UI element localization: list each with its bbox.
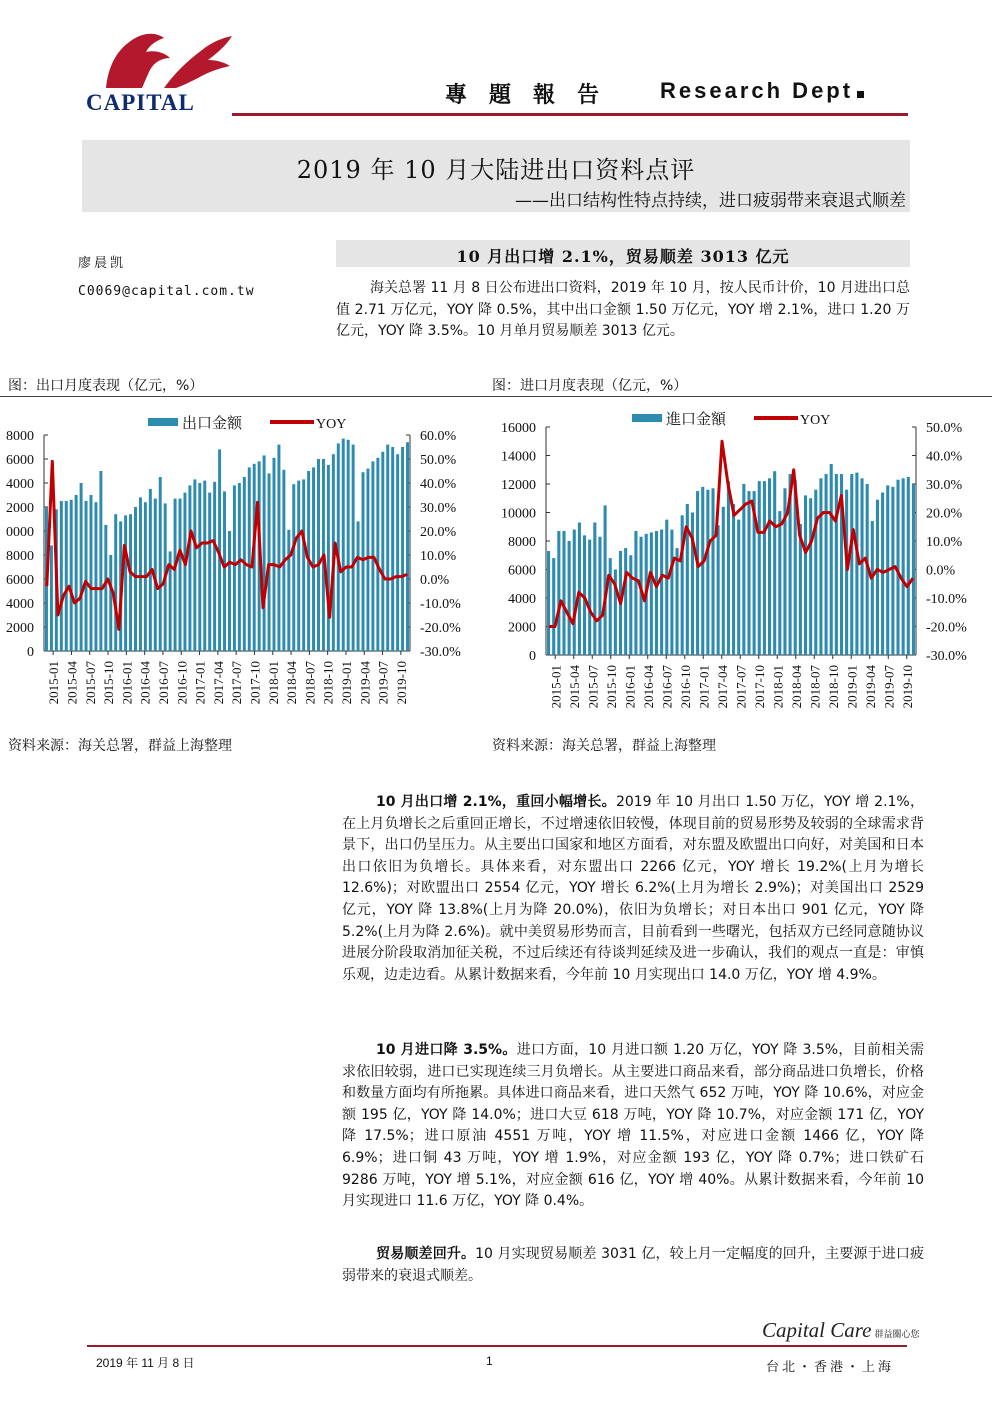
x-tick-label: 2016-04 (640, 665, 656, 709)
import-chart-source: 资料来源：海关总署，群益上海整理 (492, 738, 716, 754)
bar-mark (183, 493, 186, 651)
footer-date: 2019 年 11 月 8 日 (96, 1356, 195, 1370)
y-left-tick-label: 0000 (6, 525, 34, 540)
bar-mark (352, 445, 355, 651)
x-tick-label: 2017-04 (714, 665, 730, 709)
footer-brand-cn: 群益關心您 (874, 1330, 920, 1340)
bar-mark (830, 464, 833, 655)
bar-mark (90, 495, 93, 651)
y-left-tick-label: 2000 (508, 620, 536, 636)
bar-mark (861, 478, 864, 655)
bar-mark (396, 454, 399, 651)
y-left-tick-label: 4000 (508, 592, 536, 607)
x-tick-label: 2019-01 (338, 661, 354, 705)
bar-mark (347, 440, 350, 651)
bar-mark (263, 455, 266, 651)
bar-mark (732, 504, 735, 655)
x-tick-label: 2018-10 (320, 661, 336, 705)
y-right-tick-label: 20.0% (926, 506, 963, 522)
y-left-tick-label: 6000 (6, 573, 34, 588)
bar-mark (357, 521, 360, 651)
bar-mark (902, 478, 905, 655)
bar-mark (598, 537, 601, 655)
x-tick-label: 2015-10 (101, 661, 117, 705)
import-chart-caption: 图：进口月度表现（亿元，%） (492, 378, 688, 394)
research-dept-text: Research Dept (660, 78, 854, 103)
bar-mark (273, 458, 276, 651)
bar-mark (819, 478, 822, 655)
bar-mark (99, 471, 102, 651)
bar-mark (124, 515, 127, 651)
eagle-logo-icon (84, 30, 244, 92)
x-tick-label: 2016-01 (622, 665, 638, 709)
bar-mark (327, 465, 330, 651)
bar-mark (188, 485, 191, 651)
bar-mark (381, 452, 384, 651)
author-name: 廖晨凯 (78, 256, 127, 271)
import-paragraph-text: 进口方面，10 月进口额 1.20 万亿，YOY 降 3.5%，目前相关需求依旧较弱，进口已实现连续三月负增长。从主要进口商品来看，部分商品进口负增长，价格和数量方面均有所拖累。具体进口商品来看，进口天然气 652 万吨，YOY 降 10.6%，对应金额 195 亿，YOY 降 14.0%；进口大豆 618 万吨，YOY 降 10.7%，对应金额 171 亿，YOY 降 17.5%；进口原油 4551 万吨，YOY 增 11.5%，对应进口金额 1466 亿，YOY 降 6.9%；进口铜 43 万吨，YOY 增 1.9%，对应金额 193 亿，YOY 降 0.7%；进口铁矿石 9286 万吨，YOY 增 5.1%，对应金额 616 亿，YOY 增 40%。从累计数据来看，今年前 10 月实现进口 11.6 万亿，YOY 降 0.4%。 (342, 1042, 924, 1210)
bar-mark (655, 531, 658, 655)
x-tick-label: 2015-10 (603, 665, 619, 709)
bar-mark (891, 487, 894, 655)
x-tick-label: 2019-10 (899, 665, 915, 709)
y-left-tick-label: 12000 (501, 478, 536, 493)
y-right-tick-label: 60.0% (420, 429, 457, 444)
report-title: 2019 年 10 月大陆进出口资料点评 (296, 156, 696, 184)
chart-divider (0, 396, 992, 397)
y-left-tick-label: 2000 (6, 621, 34, 636)
bar-mark (277, 445, 280, 651)
surplus-paragraph (342, 1244, 924, 1287)
bar-mark (871, 521, 874, 655)
square-bullet-icon (857, 91, 864, 98)
bar-mark (312, 467, 315, 651)
bar-mark (747, 491, 750, 655)
legend-bar-label: 進口金額 (666, 412, 727, 428)
x-tick-label: 2018-07 (302, 661, 318, 705)
bar-mark (223, 491, 226, 651)
bar-mark (562, 531, 565, 655)
x-tick-label: 2018-10 (825, 665, 841, 709)
bar-mark (624, 548, 627, 655)
y-left-tick-label: 2000 (6, 501, 34, 516)
x-tick-label: 2019-04 (357, 661, 373, 705)
x-tick-label: 2017-04 (210, 661, 226, 705)
bar-mark (213, 482, 216, 651)
x-tick-label: 2016-10 (174, 661, 190, 705)
x-tick-label: 2018-01 (770, 665, 786, 709)
bar-mark (268, 473, 271, 651)
bar-mark (604, 505, 607, 655)
footer-rule (87, 1345, 907, 1347)
bar-mark (825, 474, 828, 655)
bar-mark (80, 483, 83, 651)
surplus-paragraph-lead: 贸易顺差回升。 (376, 1246, 476, 1262)
bar-mark (179, 499, 182, 651)
bar-mark (696, 491, 699, 655)
import-paragraph-lead: 10 月进口降 3.5%。 (376, 1042, 517, 1058)
x-tick-label: 2015-04 (566, 665, 582, 709)
bar-mark (547, 551, 550, 655)
bar-mark (406, 442, 409, 651)
x-tick-label: 2015-07 (585, 665, 601, 709)
bar-mark (342, 439, 345, 651)
x-tick-label: 2016-01 (119, 661, 135, 705)
y-left-tick-label: 16000 (501, 421, 536, 436)
y-right-tick-label: 50.0% (926, 421, 963, 436)
legend-bar-label: 出口金额 (182, 416, 243, 432)
header-rule (232, 113, 908, 116)
bar-mark (573, 530, 576, 655)
y-right-tick-label: 40.0% (420, 477, 457, 492)
bar-mark (233, 485, 236, 651)
bar-mark (676, 548, 679, 655)
export-paragraph-lead: 10 月出口增 2.1%，重回小幅增长。 (376, 794, 616, 810)
footer-cities: 台北・香港・上海 (766, 1360, 895, 1375)
bar-mark (778, 511, 781, 655)
x-tick-label: 2015-01 (548, 665, 564, 709)
y-left-tick-label: 6000 (6, 453, 34, 468)
bar-mark (609, 558, 612, 655)
bar-mark (727, 481, 730, 655)
y-left-tick-label: 4000 (6, 597, 34, 612)
legend-bar-swatch (632, 414, 662, 422)
headline-block (336, 240, 910, 267)
y-left-tick-label: 0 (529, 649, 536, 664)
bar-mark (60, 501, 63, 651)
bar-mark (876, 500, 879, 655)
bar-mark (835, 474, 838, 655)
bar-mark (109, 555, 112, 651)
bar-mark (391, 447, 394, 651)
bar-mark (401, 447, 404, 651)
bar-mark (287, 530, 290, 651)
bar-mark (593, 522, 596, 655)
bar-mark (650, 532, 653, 655)
logo-wordmark: CAPITAL (86, 90, 195, 115)
bar-mark (629, 555, 632, 655)
export-chart-caption: 图：出口月度表现（亿元，%） (8, 378, 204, 394)
y-right-tick-label: 10.0% (926, 535, 963, 550)
surplus-paragraph-text: 10 月实现贸易顺差 3031 亿，较上月一定幅度的回升，主要源于进口疲弱带来的衰退式顺差。 (342, 1246, 924, 1284)
bar-mark (912, 484, 915, 655)
y-right-tick-label: 0.0% (420, 573, 450, 588)
bar-mark (292, 484, 295, 651)
bar-mark (717, 525, 720, 655)
bar-mark (634, 531, 637, 655)
x-tick-label: 2019-07 (881, 665, 897, 709)
bar-mark (317, 459, 320, 651)
bar-mark (557, 531, 560, 655)
bar-mark (248, 467, 251, 651)
y-right-tick-label: -20.0% (926, 620, 967, 636)
import-chart (486, 400, 986, 730)
capital-logo (84, 30, 244, 120)
bar-mark (701, 487, 704, 655)
bar-mark (814, 490, 817, 655)
report-type-title: 專題報告 (445, 83, 622, 108)
footer-brand-text: Capital Care (762, 1318, 872, 1342)
author-email[interactable]: C0069@capital.com.tw (78, 284, 255, 299)
y-left-tick-label: 8000 (6, 549, 34, 564)
bar-mark (302, 479, 305, 651)
bar-mark (104, 525, 107, 651)
x-tick-label: 2015-04 (64, 661, 80, 705)
bar-mark (711, 488, 714, 655)
headline: 10 月出口增 2.1%，贸易顺差 3013 亿元 (456, 247, 790, 266)
bar-mark (665, 520, 668, 655)
bar-mark (238, 483, 241, 651)
bar-mark (85, 501, 88, 651)
import-paragraph (342, 1040, 924, 1213)
bar-mark (94, 502, 97, 651)
y-right-tick-label: 20.0% (420, 525, 457, 540)
x-tick-label: 2019-01 (844, 665, 860, 709)
x-tick-label: 2019-04 (862, 665, 878, 709)
y-right-tick-label: -10.0% (420, 597, 461, 612)
summary-paragraph (336, 278, 910, 343)
research-dept-label (660, 78, 864, 104)
bar-mark (588, 540, 591, 655)
x-tick-label: 2016-10 (677, 665, 693, 709)
bar-mark (845, 490, 848, 655)
export-paragraph-text: 2019 年 10 月出口 1.50 万亿，YOY 增 2.1%，在上月负增长之后重回正增长，不过增速依旧较慢，体现目前的贸易形势及较弱的全球需求背景下，出口仍呈压力。从主要出口国家和地区方面看，对东盟及欧盟出口向好，对美国和日本出口依旧为负增长。具体来看，对东盟出口 2266 亿元，YOY 增长 19.2%(上月为增长 12.6%)；对欧盟出口 2554 亿元，YOY 增长 6.2%(上月为增长 2.9%)；对美国出口 2529 亿元，YOY 降 13.8%(上月为降 20.0%)，依旧为负增长；对日本出口 901 亿元，YOY 降 5.2%(上月为降 2.6%)。就中美贸易形势而言，目前看到一些曙光，包括双方已经同意随协议进展分阶段取消加征关税，不过后续还有待谈判延续及进一步确认，我们的观点一直是：审慎乐观，边走边看。从累计数据来看，今年前 10 月实现出口 14.0 万亿，YOY 增 4.9%。 (342, 794, 924, 983)
footer-brand (762, 1318, 920, 1343)
y-right-tick-label: 30.0% (420, 501, 457, 516)
bar-mark (208, 493, 211, 651)
bar-mark (139, 497, 142, 651)
bar-mark (65, 501, 68, 651)
y-left-tick-label: 8000 (6, 429, 34, 444)
x-tick-label: 2017-01 (192, 661, 208, 705)
x-tick-label: 2015-07 (82, 661, 98, 705)
y-left-tick-label: 6000 (508, 563, 536, 579)
bar-mark (134, 507, 137, 651)
x-tick-label: 2017-10 (247, 661, 263, 705)
y-left-tick-label: 8000 (508, 535, 536, 550)
y-right-tick-label: 0.0% (926, 563, 956, 579)
bar-mark (773, 471, 776, 655)
x-tick-label: 2017-10 (751, 665, 767, 709)
bar-mark (670, 530, 673, 655)
bar-mark (203, 481, 206, 651)
export-chart-source: 资料来源：海关总署，群益上海整理 (8, 738, 232, 754)
y-left-tick-label: 0 (27, 645, 34, 660)
bar-mark (75, 495, 78, 651)
bar-mark (70, 500, 73, 651)
bar-mark (758, 481, 761, 655)
x-tick-label: 2018-07 (807, 665, 823, 709)
y-right-tick-label: -20.0% (420, 621, 461, 636)
y-right-tick-label: -10.0% (926, 592, 967, 607)
bar-mark (706, 490, 709, 655)
bar-mark (193, 479, 196, 651)
x-tick-label: 2018-01 (265, 661, 281, 705)
bar-mark (737, 520, 740, 655)
bar-mark (850, 474, 853, 655)
bar-mark (763, 481, 766, 655)
bar-mark (114, 514, 117, 651)
y-right-tick-label: 50.0% (420, 453, 457, 468)
y-right-tick-label: -30.0% (420, 645, 461, 660)
export-chart (0, 400, 490, 730)
y-right-tick-label: 40.0% (926, 449, 963, 465)
legend-bar-swatch (148, 418, 178, 426)
y-right-tick-label: -30.0% (926, 649, 967, 664)
bar-mark (50, 545, 53, 651)
x-tick-label: 2019-10 (393, 661, 409, 705)
bar-mark (362, 472, 365, 651)
x-tick-label: 2019-07 (375, 661, 391, 705)
y-right-tick-label: 30.0% (926, 478, 963, 493)
bar-mark (386, 445, 389, 651)
bar-mark (907, 477, 910, 655)
bar-mark (660, 530, 663, 655)
bar-mark (228, 531, 231, 651)
bar-mark (742, 484, 745, 655)
bar-mark (376, 458, 379, 651)
x-tick-label: 2017-07 (733, 665, 749, 709)
bar-mark (804, 495, 807, 655)
export-paragraph (342, 792, 924, 986)
x-tick-label: 2017-01 (696, 665, 712, 709)
bar-mark (366, 469, 369, 651)
x-tick-label: 2016-07 (155, 661, 171, 705)
y-left-tick-label: 14000 (501, 449, 536, 465)
bar-mark (568, 541, 571, 655)
bar-mark (768, 478, 771, 655)
bar-mark (297, 481, 300, 651)
bar-mark (578, 522, 581, 655)
x-tick-label: 2018-04 (788, 665, 804, 709)
y-left-tick-label: 4000 (6, 477, 34, 492)
page-number: 1 (486, 1354, 493, 1368)
x-tick-label: 2016-07 (659, 665, 675, 709)
x-tick-label: 2015-01 (46, 661, 62, 705)
bar-mark (552, 558, 555, 655)
y-left-tick-label: 10000 (501, 506, 536, 522)
x-tick-label: 2016-04 (137, 661, 153, 705)
title-block (82, 140, 910, 212)
bar-mark (722, 507, 725, 655)
x-tick-label: 2017-07 (229, 661, 245, 705)
report-subtitle: ——出口结构性特点持续，进口疲弱带来衰退式顺差 (515, 191, 906, 211)
bar-mark (159, 477, 162, 651)
legend-line-label: YOY (800, 413, 831, 428)
y-right-tick-label: 10.0% (420, 549, 457, 564)
bar-mark (809, 498, 812, 655)
bar-mark (129, 514, 132, 651)
x-tick-label: 2018-04 (284, 661, 300, 705)
legend-line-label: YOY (316, 417, 347, 432)
bar-mark (174, 499, 177, 651)
bar-mark (198, 483, 201, 651)
summary-text: 海关总署 11 月 8 日公布进出口资料，2019 年 10 月，按人民币计价，10 月进出口总值 2.71 万亿元，YOY 降 0.5%，其中出口金额 1.50 万亿元，YOY 增 2.1%，进口 1.20 万亿元，YOY 降 3.5%。10 月单月贸易顺差 3013 亿元。 (336, 280, 910, 340)
